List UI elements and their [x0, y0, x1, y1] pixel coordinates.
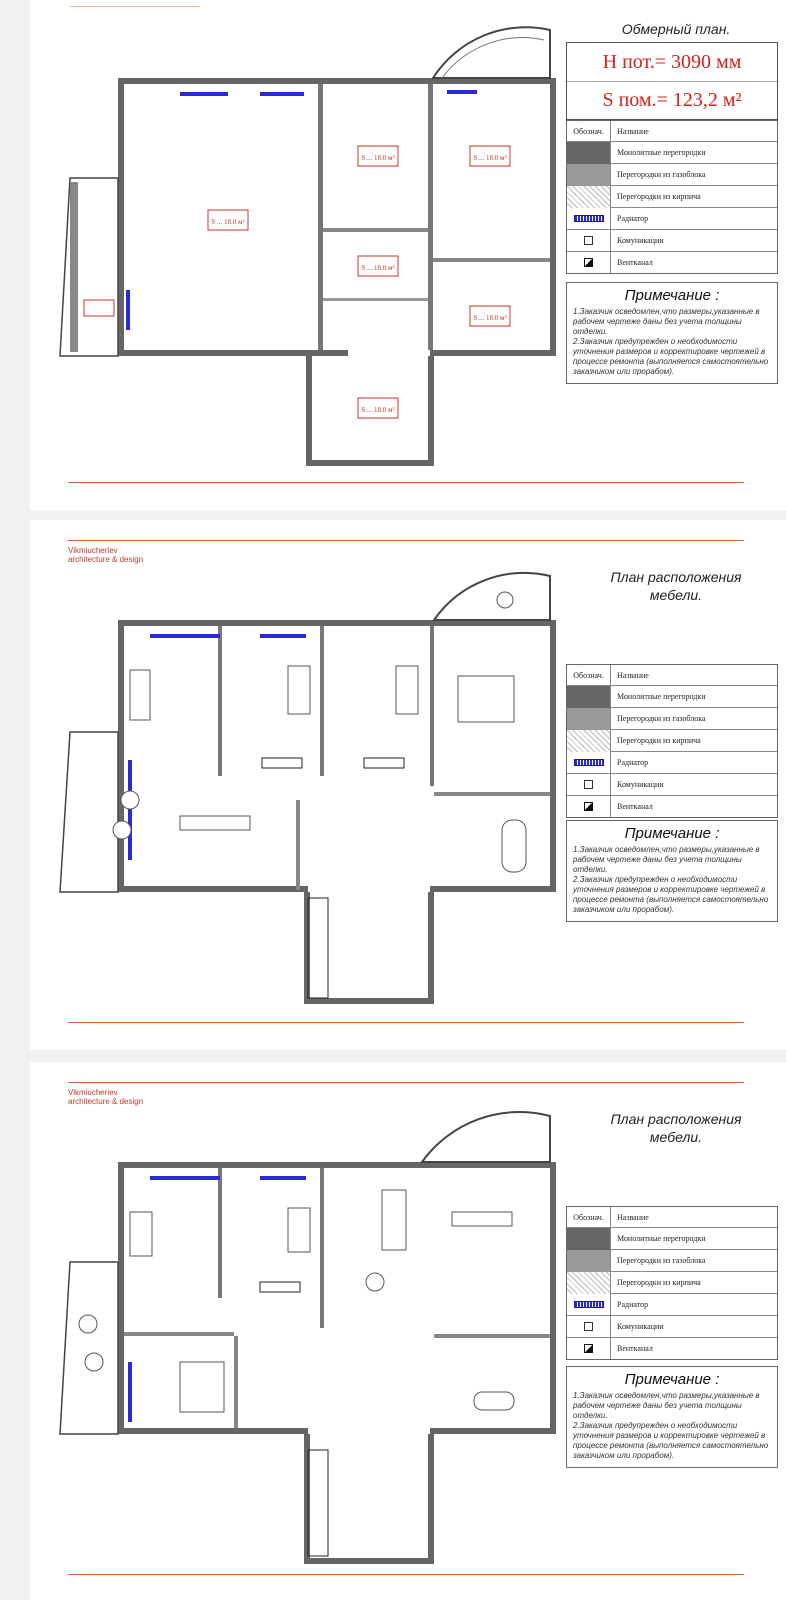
note-box — [566, 282, 778, 384]
legend-item: Радиатор — [617, 758, 649, 767]
room-area-label: S ... 18.0 м² — [473, 154, 507, 162]
note-title: Примечание : — [624, 287, 720, 304]
legend-item: Комуникации — [617, 1322, 664, 1331]
title-line-1: План расположения — [610, 569, 742, 585]
legend-item: Перегородки из газоблока — [617, 170, 706, 179]
bottom-rule — [68, 482, 744, 483]
room-area-label: S ... 18.0 м² — [361, 264, 395, 272]
note-line-2: 2.Заказчик предупрежден о необходимости уточнения размеров и корректировке чертежей в процессе ремонта (выполняется самостоятельно заказчиком или прорабом). — [573, 1421, 769, 1460]
vent-channel-icon — [584, 258, 593, 267]
legend-header-symbol: Обознач. — [567, 121, 611, 141]
note-line-1: 1.Заказчик осведомлен,что размеры,указанные в рабочем чертеже даны без учета толщины отделки. — [573, 307, 760, 336]
parameters-box — [566, 42, 778, 120]
bottom-rule — [68, 1022, 744, 1023]
monolith-wall-icon — [567, 142, 610, 164]
legend-item: Вентканал — [617, 258, 653, 267]
ceiling-height: H пот.= 3090 мм — [602, 50, 742, 73]
title-line-1: План расположения — [610, 1111, 742, 1127]
sheet-furniture-plan-1 — [30, 520, 786, 1050]
communications-icon — [584, 1322, 593, 1331]
vent-channel-icon — [584, 802, 593, 811]
legend-item: Перегородки из кирпича — [617, 1278, 701, 1287]
brand-line-1: Vikmiucheriev — [68, 1088, 118, 1097]
note-box — [566, 820, 778, 922]
sheet-title — [570, 1110, 782, 1146]
room-area-label: S ... 18.0 м² — [473, 314, 507, 322]
note-line-2: 2.Заказчик предупрежден о необходимости уточнения размеров и корректировке чертежей в процессе ремонта (выполняется самостоятельно заказчиком или прорабом). — [573, 875, 769, 914]
note-title: Примечание : — [624, 1371, 720, 1388]
legend-item: Радиатор — [617, 1300, 649, 1309]
furniture-floor-plan-2 — [30, 1062, 560, 1582]
legend-item: Монолитные перегородки — [617, 692, 706, 701]
total-area: S пом.= 123,2 м² — [567, 81, 777, 119]
legend-item: Перегородки из кирпича — [617, 192, 701, 201]
legend-item: Перегородки из кирпича — [617, 736, 701, 745]
note-line-2: 2.Заказчик предупрежден о необходимости уточнения размеров и корректировке чертежей в процессе ремонта (выполняется самостоятельно заказчиком или прорабом). — [573, 337, 769, 376]
brick-wall-icon — [567, 730, 610, 752]
legend-item: Перегородки из газоблока — [617, 714, 706, 723]
legend-item: Вентканал — [617, 802, 653, 811]
legend-header-name: Название — [617, 670, 649, 680]
radiator-icon — [574, 215, 604, 222]
room-area-label: S ... 18.0 м² — [211, 218, 245, 226]
note-title: Примечание : — [624, 825, 720, 842]
communications-icon — [584, 780, 593, 789]
measurement-floor-plan — [30, 0, 560, 480]
legend-header-name: Название — [617, 126, 649, 136]
legend-header-symbol: Обознач. — [567, 1207, 611, 1227]
legend-item: Комуникации — [617, 780, 664, 789]
radiator-icon — [574, 1301, 604, 1308]
legend-item: Комуникации — [617, 236, 664, 245]
legend-item: Перегородки из газоблока — [617, 1256, 706, 1265]
legend-table — [566, 120, 778, 274]
monolith-wall-icon — [567, 1228, 610, 1250]
sheet-title — [570, 568, 782, 604]
legend-item: Монолитные перегородки — [617, 1234, 706, 1243]
gas-block-wall-icon — [567, 164, 610, 186]
legend-table — [566, 1206, 778, 1360]
room-area-label: S ... 18.0 м² — [361, 154, 395, 162]
brick-wall-icon — [567, 1272, 610, 1294]
sheet-title: Обмерный план. — [621, 21, 731, 37]
note-line-1: 1.Заказчик осведомлен,что размеры,указанные в рабочем чертеже даны без учета толщины отделки. — [573, 845, 760, 874]
gas-block-wall-icon — [567, 708, 610, 730]
vent-channel-icon — [584, 1344, 593, 1353]
title-line-2: мебели. — [649, 587, 703, 603]
legend-header-name: Название — [617, 1212, 649, 1222]
gas-block-wall-icon — [567, 1250, 610, 1272]
monolith-wall-icon — [567, 686, 610, 708]
furniture-floor-plan-1 — [30, 520, 560, 1040]
legend-header-symbol: Обознач. — [567, 665, 611, 685]
note-box — [566, 1366, 778, 1468]
sheet-furniture-plan-2 — [30, 1062, 786, 1600]
brand-line-2: architecture & design — [68, 1097, 144, 1106]
brand-line-2: architecture & design — [68, 555, 144, 564]
title-line-2: мебели. — [649, 1129, 703, 1145]
note-line-1: 1.Заказчик осведомлен,что размеры,указанные в рабочем чертеже даны без учета толщины отделки. — [573, 1391, 760, 1420]
brand-line-1: Vikmiucheriev — [68, 546, 118, 555]
radiator-icon — [574, 759, 604, 766]
room-area-label: S ... 18.0 м² — [361, 406, 395, 414]
legend-table — [566, 664, 778, 818]
communications-icon — [584, 236, 593, 245]
legend-item: Радиатор — [617, 214, 649, 223]
brick-wall-icon — [567, 186, 610, 208]
legend-item: Монолитные перегородки — [617, 148, 706, 157]
legend-item: Вентканал — [617, 1344, 653, 1353]
sheet-measurement-plan — [30, 0, 786, 510]
bottom-rule — [68, 1574, 744, 1575]
